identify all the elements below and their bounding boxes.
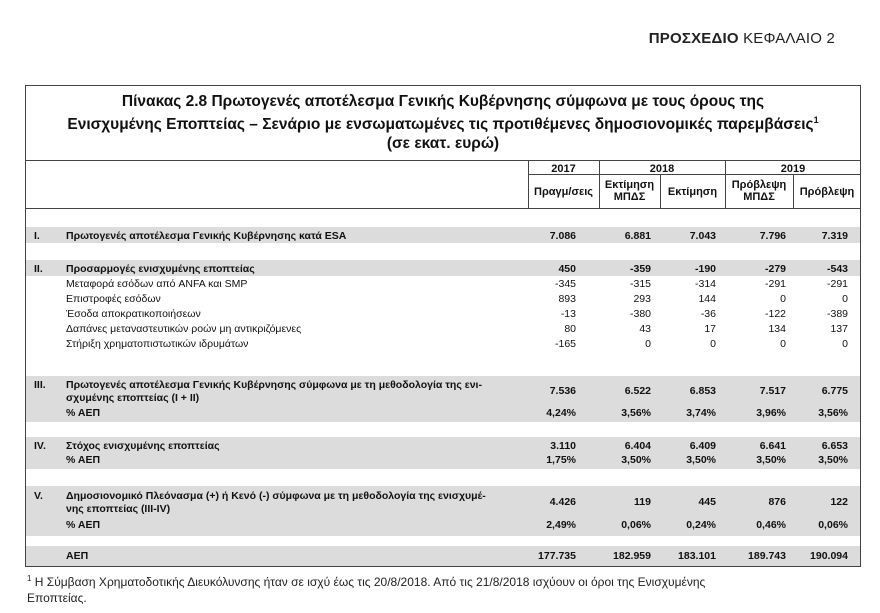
table-row: % ΑΕΠ 1,75% 3,50% 3,50% 3,50% 3,50% [66, 454, 848, 466]
footnote-line-1: $^1$ Η Σύμβαση Χρηματοδοτικής Διευκόλυνσης ήταν σε ισχύ έως τις 20/8/2018. Από τις 21/8/2018 ισχύουν οι όροι της Ενισχυμένης [27, 574, 706, 589]
table-row-continuation: νης εποπτείας (III-IV) [66, 503, 171, 515]
table-row: Δαπάνες μεταναστευτικών ροών μη αντικριζόμενες 80 43 17 134 137 [66, 323, 848, 335]
chapter-label: ΚΕΦΑΛΑΙΟ 2 [743, 30, 835, 47]
table-row: Επιστροφές εσόδων 893 293 144 0 0 [66, 293, 848, 305]
table-row: % ΑΕΠ 2,49% 0,06% 0,24% 0,46% 0,06% [66, 519, 848, 531]
title-line-3: (σε εκατ. ευρώ) [386, 135, 500, 153]
table-row: Έσοδα αποκρατικοποιήσεων -13 -380 -36 -122 -389 [66, 308, 848, 320]
table-row: Μεταφορά εσόδων από ANFA και SMP -345 -315 -314 -291 -291 [66, 278, 848, 290]
fiscal-table [25, 85, 861, 567]
footnote [27, 571, 857, 606]
table-row-gdp: ΑΕΠ 177.735 182.959 183.101 189.743 190.094 [66, 550, 848, 562]
table-row: IV. Στόχος ενισχυμένης εποπτείας 3.110 6.404 6.409 6.641 6.653 [34, 440, 848, 452]
footnote-line-2: Εποπτείας. [27, 591, 87, 605]
table-row-continuation: σχυμένης εποπτείας (I + II) [66, 392, 200, 404]
table-row: % ΑΕΠ 4,24% 3,56% 3,74% 3,96% 3,56% [66, 407, 848, 419]
title-line-1: Πίνακας 2.8 Πρωτογενές αποτέλεσμα Γενικής Κυβέρνησης σύμφωνα με τους όρους της [121, 93, 765, 110]
col-forecast-mpds: Πρόβλεψη ΜΠΔΣ [731, 179, 787, 203]
table-row: I. Πρωτογενές αποτέλεσμα Γενικής Κυβέρνησης κατά ESA 7.086 6.881 7.043 7.796 7.319 [34, 230, 848, 242]
year-2019: 2019 [780, 163, 806, 175]
table-title [26, 86, 860, 153]
table-row: II. Προσαρμογές ενισχυμένης εποπτείας 450 -359 -190 -279 -543 [34, 263, 848, 275]
table-row: Στήριξη χρηματοπιστωτικών ιδρυμάτων -165 0 0 0 0 [66, 338, 848, 350]
year-2018: 2018 [649, 163, 675, 175]
year-2017: 2017 [551, 163, 576, 175]
draft-label: ΠΡΟΣΧΕΔΙΟ [648, 30, 739, 47]
col-forecast: Πρόβλεψη [799, 186, 855, 198]
table-row: V. Δημοσιονομικό Πλεόνασμα (+) ή Κενό (-) σύμφωνα με τη μεθοδολογία της ενισχυμέ- 4.426 119 445 876 122 [34, 490, 848, 508]
col-actual: Πραγμ/σεις [534, 186, 593, 198]
title-line-2: Ενισχυμένης Εποπτείας – Σενάριο με ενσωματωμένες τις προτιθέμενες δημοσιονομικές παρεμβάσεις$^1$ [67, 115, 819, 134]
col-estimate-mpds: Εκτίμηση ΜΠΔΣ [604, 179, 655, 203]
page-header [649, 30, 835, 47]
col-estimate: Εκτίμηση [667, 186, 718, 198]
table-row: III. Πρωτογενές αποτέλεσμα Γενικής Κυβέρνησης σύμφωνα με τη μεθοδολογία της ενι- 7.536 6.522 6.853 7.517 6.775 [34, 379, 848, 397]
